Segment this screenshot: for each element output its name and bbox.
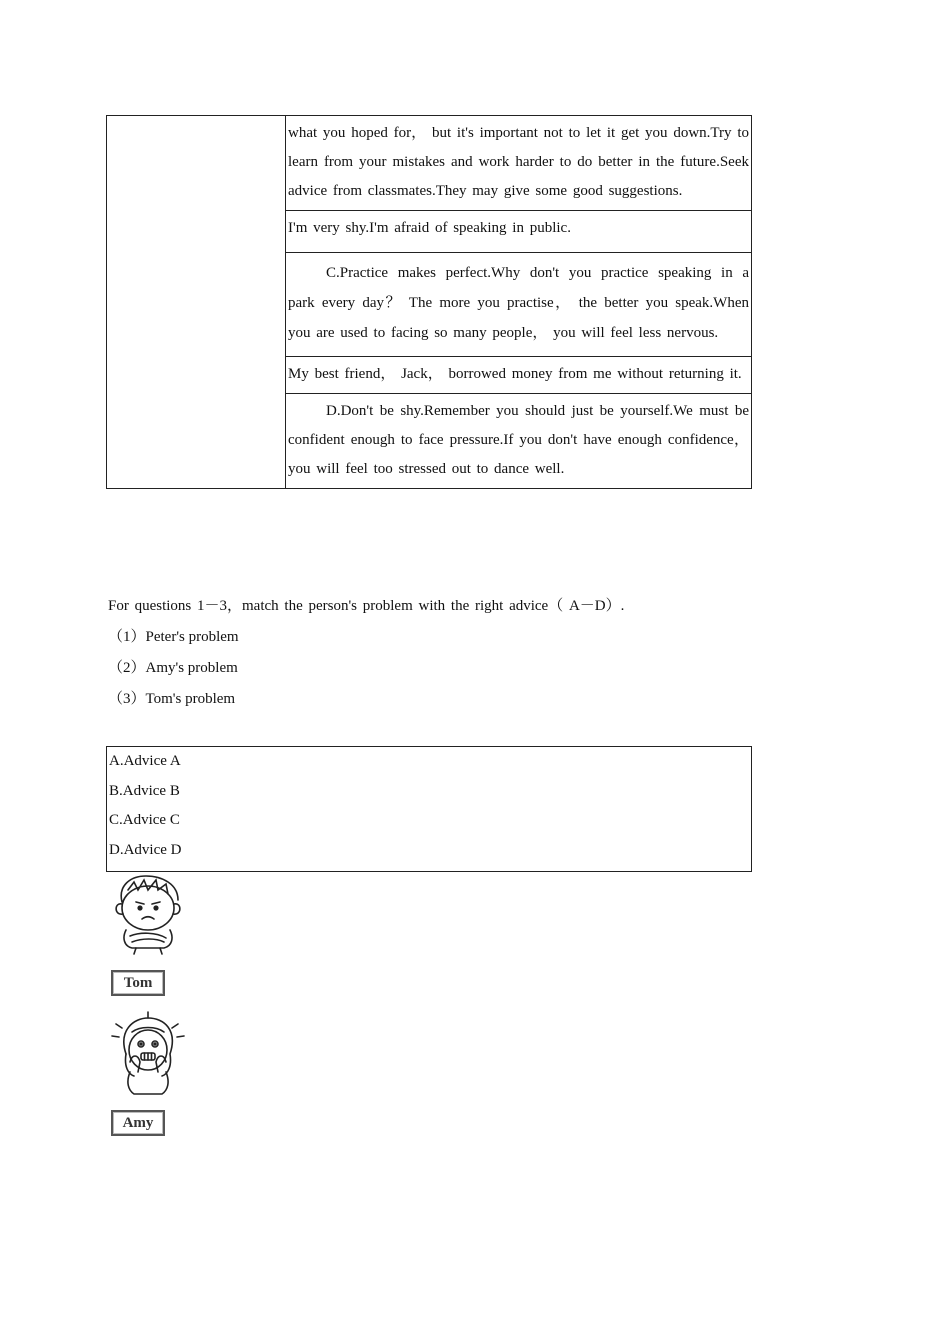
tom-cartoon-icon [108, 872, 188, 956]
advice-c-text: C.Practice makes perfect.Why don't you practice speaking in a park every day？ The more you practise， the better you speak.When you are used to facing so many people， you will feel less nervous. [288, 265, 749, 341]
table-row [286, 357, 752, 394]
advice-b-continuation: what you hoped for， but it's important not to let it get you down.Try to learn from your mistakes and work harder to do better in the future.Seek advice from classmates.They may give some good suggestions. [288, 125, 749, 199]
option-a[interactable]: A.Advice A [109, 753, 181, 769]
table-row [286, 394, 752, 489]
problems-advice-table [106, 115, 752, 489]
option-b[interactable]: B.Advice B [109, 783, 180, 799]
table-row [286, 253, 752, 357]
problem-text: My best friend， Jack， borrowed money from me without returning it. [288, 366, 742, 382]
empty-left-column [107, 116, 286, 489]
amy-problem-text: I'm very shy.I'm afraid of speaking in public. [288, 220, 571, 236]
options-box [106, 746, 752, 872]
question-2: （2）Amy's problem [108, 660, 238, 676]
option-d[interactable]: D.Advice D [109, 842, 182, 858]
instruction-text: For questions 1－3，match the person's problem with the right advice（ A－D）. [108, 598, 625, 614]
table-row [286, 116, 752, 211]
question-1: （1）Peter's problem [108, 629, 239, 645]
tom-name-tag: Tom [111, 970, 165, 996]
question-3: （3）Tom's problem [108, 691, 236, 707]
option-c[interactable]: C.Advice C [109, 812, 180, 828]
amy-name-tag: Amy [111, 1110, 165, 1136]
advice-d-text: D.Don't be shy.Remember you should just be yourself.We must be confident enough to face pressure.If you don't have enough confidence， you will feel too stressed out to dance well. [288, 403, 749, 477]
amy-cartoon-icon [108, 1010, 188, 1096]
table-row [286, 211, 752, 253]
